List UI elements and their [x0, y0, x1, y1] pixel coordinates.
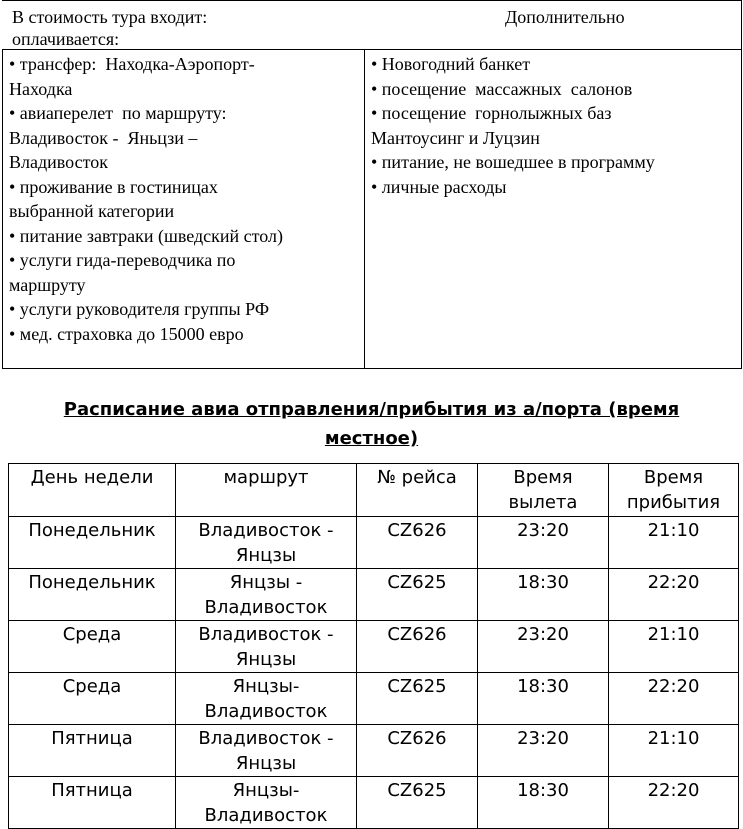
- schedule-title-line1: Расписание авиа отправления/прибытия из а/порта (время: [63, 399, 680, 420]
- col-arrival: Время прибытия: [609, 464, 739, 517]
- cell-arrival: 22:20: [609, 673, 739, 725]
- list-item: • посещение массажных салонов: [371, 78, 633, 99]
- list-item: маршруту: [9, 274, 86, 295]
- cell-flight: CZ625: [357, 569, 478, 621]
- cell-day: Понедельник: [9, 569, 176, 621]
- table-row: [9, 569, 739, 621]
- flight-schedule-table: [8, 463, 739, 829]
- table-row: [9, 673, 739, 725]
- list-item: выбранной категории: [9, 201, 175, 221]
- cell-arrival: 21:10: [609, 517, 739, 569]
- table-row: [9, 621, 739, 673]
- list-item: • посещение горнолыжных баз: [371, 103, 612, 123]
- list-item: • трансфер: Находка-Аэропорт-: [9, 54, 255, 74]
- cell-day: Пятница: [9, 777, 176, 829]
- table-row: [9, 777, 739, 829]
- inclusions-table: [2, 0, 742, 344]
- cell-arrival: 21:10: [609, 725, 739, 777]
- list-item: Владивосток - Яньцзи –: [9, 127, 198, 148]
- list-item: Владивосток: [9, 152, 108, 172]
- inclusions-body: [2, 49, 742, 369]
- list-item: Мантоусинг и Луцзин: [371, 127, 540, 148]
- included-list: [3, 50, 365, 368]
- col-day: День недели: [9, 464, 176, 517]
- table-row: [9, 517, 739, 569]
- additional-list: [365, 50, 741, 368]
- cell-route: Янцзы- Владивосток: [176, 673, 357, 725]
- list-item: • Новогодний банкет: [371, 54, 531, 74]
- list-item: Находка: [9, 78, 73, 99]
- cell-flight: CZ626: [357, 621, 478, 673]
- cell-route: Янцзы - Владивосток: [176, 569, 357, 621]
- schedule-title-line2: местное): [324, 428, 419, 449]
- cell-flight: CZ625: [357, 777, 478, 829]
- list-item: • питание завтраки (шведский стол): [9, 225, 284, 246]
- list-item: • личные расходы: [371, 176, 507, 197]
- table-row: [9, 725, 739, 777]
- cell-flight: CZ625: [357, 673, 478, 725]
- cell-route: Владивосток - Янцзы: [176, 725, 357, 777]
- cell-departure: 18:30: [478, 569, 609, 621]
- cell-departure: 23:20: [478, 621, 609, 673]
- cell-day: Пятница: [9, 725, 176, 777]
- included-heading: В стоимость тура входит:: [12, 7, 208, 27]
- list-item: • питание, не вошедшее в программу: [371, 152, 655, 172]
- cell-arrival: 21:10: [609, 621, 739, 673]
- additional-heading-continued: оплачивается:: [12, 29, 120, 49]
- cell-departure: 23:20: [478, 517, 609, 569]
- cell-day: Понедельник: [9, 517, 176, 569]
- cell-arrival: 22:20: [609, 569, 739, 621]
- additional-heading: Дополнительно: [505, 7, 625, 27]
- cell-departure: 18:30: [478, 777, 609, 829]
- cell-departure: 23:20: [478, 725, 609, 777]
- cell-departure: 18:30: [478, 673, 609, 725]
- cell-route: Владивосток - Янцзы: [176, 621, 357, 673]
- list-item: • услуги руководителя группы РФ: [9, 299, 270, 319]
- col-flight: № рейса: [357, 464, 478, 517]
- cell-route: Янцзы- Владивосток: [176, 777, 357, 829]
- cell-day: Среда: [9, 673, 176, 725]
- list-item: • авиаперелет по маршруту:: [9, 103, 227, 123]
- cell-day: Среда: [9, 621, 176, 673]
- inclusions-header: [2, 0, 742, 49]
- col-departure: Время вылета: [478, 464, 609, 517]
- cell-arrival: 22:20: [609, 777, 739, 829]
- cell-flight: CZ626: [357, 517, 478, 569]
- schedule-title: [0, 395, 743, 453]
- list-item: • мед. страховка до 15000 евро: [9, 323, 244, 344]
- list-item: • проживание в гостиницах: [9, 176, 218, 197]
- list-item: • услуги гида-переводчика по: [9, 250, 236, 270]
- cell-route: Владивосток - Янцзы: [176, 517, 357, 569]
- col-route: маршрут: [176, 464, 357, 517]
- cell-flight: CZ626: [357, 725, 478, 777]
- table-header-row: [9, 464, 739, 517]
